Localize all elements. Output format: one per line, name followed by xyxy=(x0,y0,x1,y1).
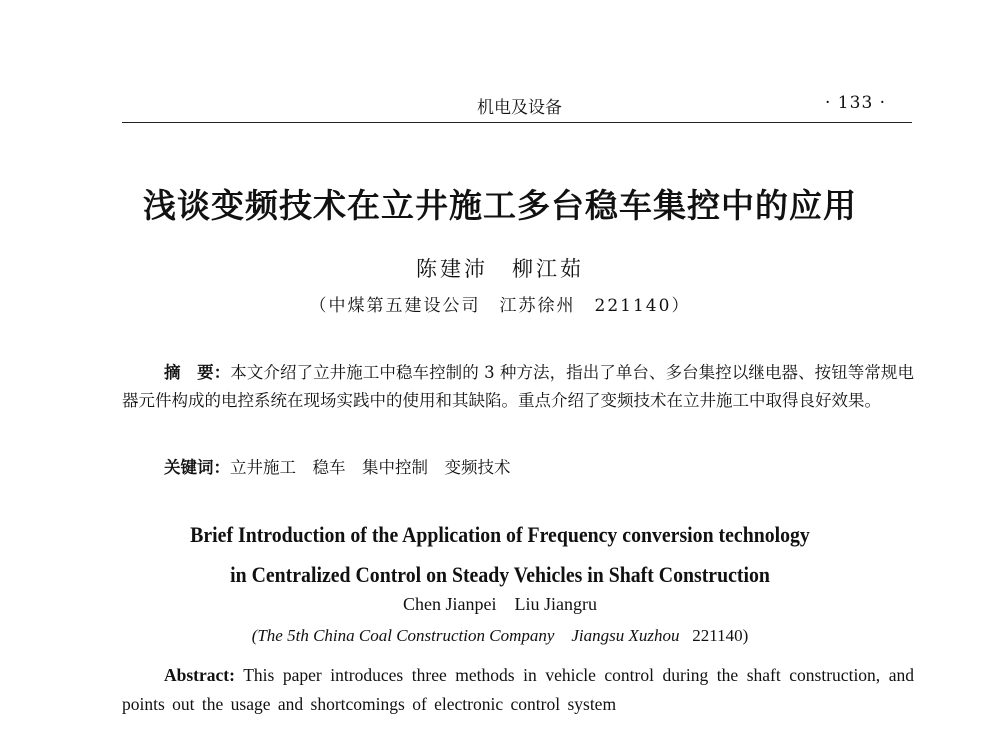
abstract-label-english: Abstract: xyxy=(164,665,235,685)
affiliation-chinese: （中煤第五建设公司 江苏徐州 221140） xyxy=(309,296,691,316)
running-header xyxy=(0,93,1000,123)
header-section-title: 机电及设备 xyxy=(477,98,562,118)
title-chinese: 浅谈变频技术在立井施工多台稳车集控中的应用 xyxy=(143,186,857,225)
title-english-line-2: in Centralized Control on Steady Vehicles in Shaft Construction xyxy=(230,562,770,587)
authors-english: Chen Jianpei Liu Jiangru xyxy=(403,594,597,614)
abstract-chinese xyxy=(122,359,914,415)
abstract-text-english: This paper introduces three methods in vehicle control during the shaft construction, and points out the usage and shortcomings of electronic control system xyxy=(122,665,915,714)
abstract-text-chinese: 本文介绍了立井施工中稳车控制的 3 种方法，指出了单台、多台集控以继电器、按钮等常规电器元件构成的电控系统在现场实践中的使用和其缺陷。重点介绍了变频技术在立井施工中取得良好效果。 xyxy=(122,363,915,410)
affiliation-english-text: (The 5th China Coal Construction Company Jiangsu Xuzhou xyxy=(251,626,680,645)
page-number: · 133 · xyxy=(825,93,887,113)
abstract-english xyxy=(122,661,914,719)
keywords-text-chinese: 立井施工 稳车 集中控制 变频技术 xyxy=(230,458,511,477)
affiliation-english xyxy=(0,621,1000,646)
abstract-label-chinese: 摘 要： xyxy=(164,363,231,382)
title-english xyxy=(50,515,950,595)
header-rule xyxy=(122,122,912,123)
affiliation-english-postcode: 221140) xyxy=(692,626,749,645)
title-english-line-1: Brief Introduction of the Application of Frequency conversion technology xyxy=(190,522,810,547)
keywords-chinese xyxy=(122,454,914,482)
authors-chinese: 陈建沛 柳江茹 xyxy=(416,257,584,281)
keywords-label-chinese: 关键词： xyxy=(164,458,230,477)
